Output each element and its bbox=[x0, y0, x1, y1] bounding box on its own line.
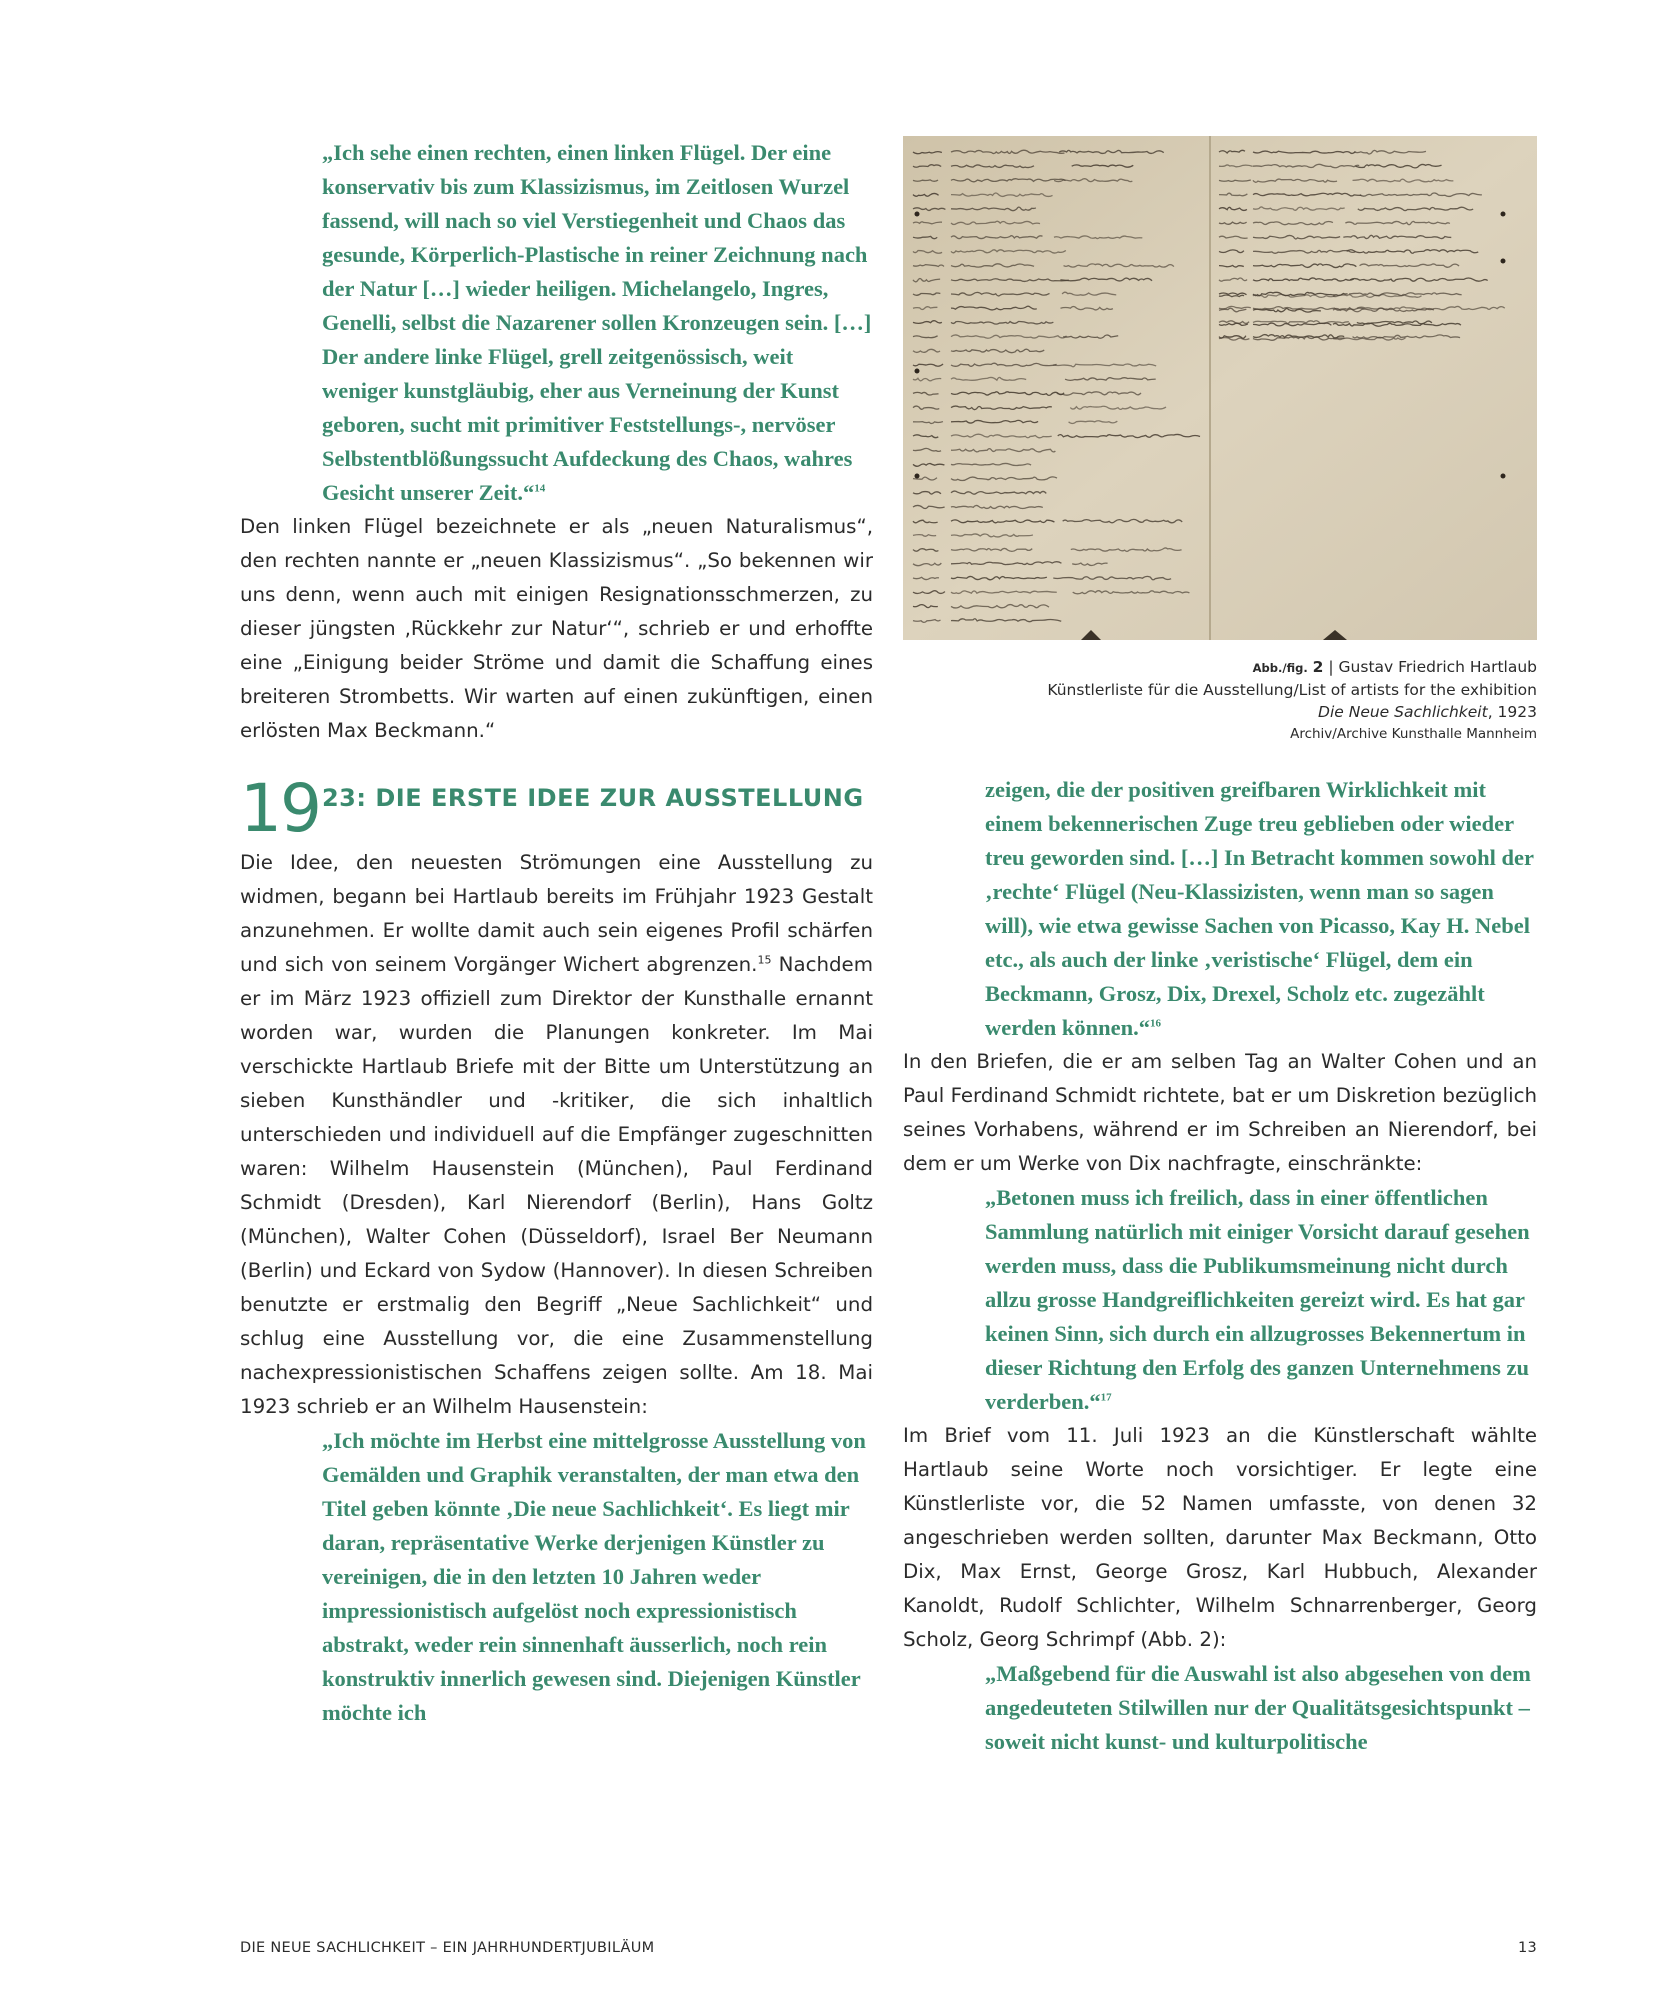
page-number: 13 bbox=[1517, 1940, 1537, 1956]
caption-title: Künstlerliste für die Ausstellung/List of artists for the exhibition bbox=[1047, 681, 1537, 699]
figure-caption bbox=[903, 656, 1537, 745]
heading-text: 23: DIE ERSTE IDEE ZUR AUSSTELLUNG bbox=[321, 784, 864, 812]
ink-dot bbox=[1501, 212, 1506, 217]
figure-artist-list-image bbox=[903, 136, 1537, 640]
block-quote-2-continued bbox=[903, 773, 1537, 1045]
block-quote-4: „Maßgebend für die Auswahl ist also abgesehen von dem angedeuteten Stilwillen nur der Qualitätsgesichtspunkt – soweit nicht kunst- und kulturpolitische bbox=[985, 1661, 1531, 1754]
footnote-ref-15[interactable]: 15 bbox=[757, 953, 772, 967]
caption-source: Archiv/Archive Kunsthalle Mannheim bbox=[1290, 726, 1537, 742]
heading-year: 19 bbox=[240, 770, 320, 847]
footnote-ref-14[interactable]: 14 bbox=[534, 482, 546, 495]
caption-line-1 bbox=[903, 656, 1537, 679]
caption-work-title: Die Neue Sachlichkeit bbox=[1318, 703, 1488, 721]
caption-year: , 1923 bbox=[1487, 703, 1537, 721]
page-footer bbox=[240, 1940, 1537, 1956]
section-heading bbox=[240, 770, 873, 847]
block-quote-2: „Ich möchte im Herbst eine mittelgrosse Ausstellung von Gemälden und Graphik veranstalten, der man etwa den Titel geben könnte ‚Die neue Sachlichkeit‘. Es liegt mir daran, repräsentative Werke derjenigen Künstler zu vereinigen, die in den letzten 10 Jahren weder impressionistisch aufgelöst noch expressionistisch abstrakt, weder rein sinnenhaft äusserlich, noch rein konstruktiv innerlich gewesen sind. Diejenigen Künstler möchte ich bbox=[322, 1428, 866, 1725]
caption-separator: | bbox=[1328, 658, 1334, 676]
caption-figure-number: 2 bbox=[1312, 658, 1324, 676]
paragraph-2-part-a: Die Idee, den neuesten Strömungen eine Ausstellung zu widmen, begann bei Hartlaub bereits im Frühjahr 1923 Gestalt anzunehmen. Er wollte damit auch sein eigenes Profil schärfen und sich von seinem Vorgänger Wichert abgrenzen. bbox=[240, 851, 873, 976]
paragraph-4: Im Brief vom 11. Juli 1923 an die Künstlerschaft wählte Hartlaub seine Worte noch vorsichtiger. Er legte eine Künstlerliste vor, die 52 Namen umfasste, von denen 32 angeschrieben werden sollten, darunter Max Beckmann, Otto Dix, Max Ernst, George Grosz, Karl Hubbuch, Alexander Kanoldt, Rudolf Schlichter, Wilhelm Schnarrenberger, Georg Scholz, Georg Schrimpf (Abb. 2): bbox=[903, 1424, 1537, 1651]
quote-3-text: „Betonen muss ich freilich, dass in einer öffentlichen Sammlung natürlich mit einiger Vorsicht darauf gesehen werden muss, dass die Publikumsmeinung nicht durch allzu grosse Handgreiflichkeiten gereizt wird. Es hat gar keinen Sinn, sich durch ein allzugrosses Bekennertum in dieser Richtung den Erfolg des ganzen Unternehmens zu verderben.“ bbox=[985, 1185, 1530, 1414]
caption-author: Gustav Friedrich Hartlaub bbox=[1338, 658, 1537, 676]
right-text-block bbox=[903, 773, 1537, 1759]
ink-dot bbox=[915, 369, 920, 374]
block-quote-3 bbox=[903, 1181, 1537, 1419]
right-column bbox=[903, 136, 1537, 1759]
quote-1-text: „Ich sehe einen rechten, einen linken Flügel. Der eine konservativ bis zum Klassizismus, im Zeitlosen Wurzel fassend, will nach so viel Verstiegenheit und Chaos das gesunde, Körperlich-Plastische in reiner Zeichnung nach der Natur […] wieder heiligen. Michelangelo, Ingres, Genelli, selbst die Nazarener sollen Kronzeugen sein. […] Der andere linke Flügel, grell zeitgenössisch, weit weniger kunstgläubig, eher aus Verneinung der Kunst geboren, sucht mit primitiver Feststellungs-, nervöser Selbstentblößungssucht Aufdeckung des Chaos, wahres Gesicht unserer Zeit.“ bbox=[322, 140, 872, 505]
handwritten-list-illustration bbox=[903, 136, 1537, 640]
block-quote-1 bbox=[240, 136, 873, 510]
paper-background bbox=[903, 136, 1537, 640]
quote-2-continued-text: zeigen, die der positiven greifbaren Wirklichkeit mit einem bekennerischen Zuge treu geblieben oder wieder treu geworden sind. […] In Betracht kommen sowohl der ‚rechte‘ Flügel (Neu-Klassizisten, wenn man so sagen will), wie etwa gewisse Sachen von Picasso, Kay H. Nebel etc., als auch der linke ‚veristische‘ Flügel, dem ein Beckmann, Grosz, Dix, Drexel, Scholz etc. zugezählt werden können.“ bbox=[985, 777, 1534, 1040]
ink-dot bbox=[915, 474, 920, 479]
paragraph-2 bbox=[240, 846, 873, 1424]
paragraph-1: Den linken Flügel bezeichnete er als „neuen Naturalismus“, den rechten nannte er „neuen Klassizismus“. „So bekennen wir uns denn, wenn auch mit einigen Resignationsschmerzen, zu dieser jüngsten ‚Rückkehr zur Natur‘“, schrieb er und erhoffte eine „Einigung beider Ströme und damit die Schaffung eines breiteren Strombetts. Wir warten auf einen zukünftigen, einen erlösten Max Beckmann.“ bbox=[240, 515, 873, 742]
ink-dot bbox=[1501, 259, 1506, 264]
caption-figure-label: Abb./fig. bbox=[1252, 661, 1308, 675]
footnote-ref-16[interactable]: 16 bbox=[1150, 1017, 1162, 1030]
ink-dot bbox=[1501, 474, 1506, 479]
ink-dot bbox=[915, 212, 920, 217]
paragraph-3: In den Briefen, die er am selben Tag an Walter Cohen und an Paul Ferdinand Schmidt richtete, bat er um Diskretion bezüglich seines Vorhabens, während er im Schreiben an Nierendorf, bei dem er um Werke von Dix nachfragte, einschränkte: bbox=[903, 1050, 1537, 1175]
footnote-ref-17[interactable]: 17 bbox=[1100, 1391, 1112, 1404]
caption-line-3 bbox=[903, 701, 1537, 723]
running-title: DIE NEUE SACHLICHKEIT – EIN JAHRHUNDERTJUBILÄUM bbox=[240, 1940, 655, 1956]
left-column bbox=[240, 136, 873, 1730]
paragraph-2-part-b: Nachdem er im März 1923 offiziell zum Direktor der Kunsthalle ernannt worden war, wurden die Planungen konkreter. Im Mai verschickte Hartlaub Briefe mit der Bitte um Unterstützung an sieben Kunsthändler und -kritiker, die sich inhaltlich unterschieden und individuell auf die Empfänger zugeschnitten waren: Wilhelm Hausenstein (München), Paul Ferdinand Schmidt (Dresden), Karl Nierendorf (Berlin), Hans Goltz (München), Walter Cohen (Düsseldorf), Israel Ber Neumann (Berlin) und Eckard von Sydow (Hannover). In diesen Schreiben benutzte er erstmalig den Begriff „Neue Sachlichkeit“ und schlug eine Ausstellung vor, die eine Zusammenstellung nachexpressionistischen Schaffens zeigen sollte. Am 18. Mai 1923 schrieb er an Wilhelm Hausenstein: bbox=[240, 953, 873, 1418]
